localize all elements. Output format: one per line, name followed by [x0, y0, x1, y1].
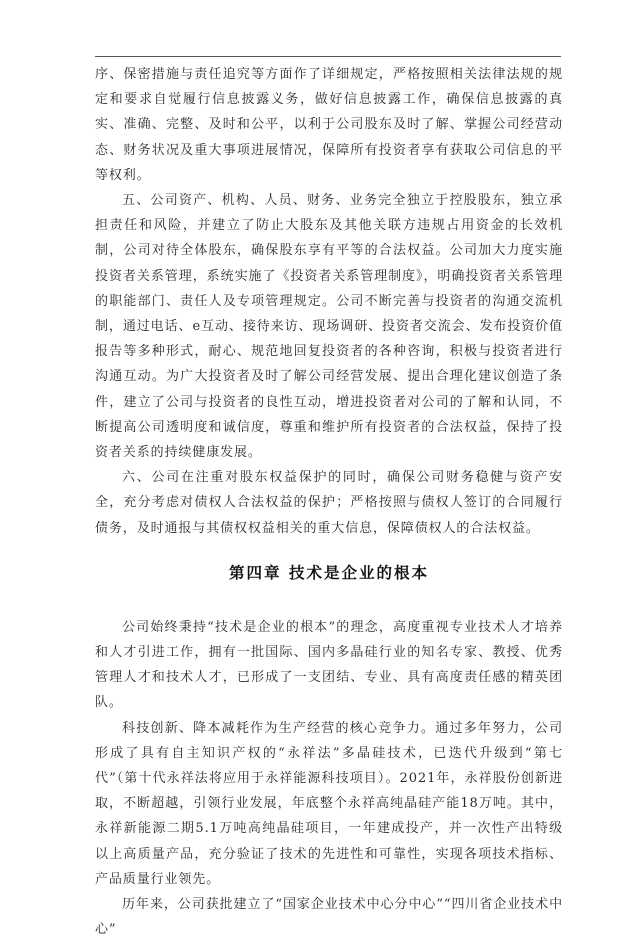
body-paragraph: 六、公司在注重对股东权益保护的同时，确保公司财务稳健与资产安全，充分考虑对债权人合法权益的保护；严格按照与债权人签订的合同履行债务，及时通报与其债权权益相关的重大信息，保障债权人的合法权益。 [95, 470, 563, 536]
body-paragraph: 五、公司资产、机构、人员、财务、业务完全独立于控股股东，独立承担责任和风险，并建立了防止大股东及其他关联方违规占用资金的长效机制，公司对待全体股东，确保股东享有平等的合法权益。公司加大力度实施投资者关系管理，系统实施了《投资者关系管理制度》，明确投资者关系管理的职能部门、责任人及专项管理规定。公司不断完善与投资者的沟通交流机制，通过电话、e互动、接待来访、现场调研、投资者交流会、发布投资价值报告等多种形式，耐心、规范地回复投资者的各种咨询，积极与投资者进行沟通互动。为广大投资者及时了解公司经营发展、提出合理化建议创造了条件，建立了公司与投资者的良性互动，增进投资者对公司的了解和认同，不断提高公司透明度和诚信度，尊重和维护所有投资者的合法权益，保持了投资者关系的持续健康发展。 [95, 193, 563, 461]
header-rule [95, 56, 561, 57]
page-body [95, 62, 563, 943]
chapter-gap [95, 605, 563, 615]
body-paragraph: 序、保密措施与责任追究等方面作了详细规定，严格按照相关法律法规的规定和要求自觉履行信息披露义务，做好信息披露工作，确保信息披露的真实、准确、完整、及时和公平，以利于公司股东及时了解、掌握公司经营动态、财务状况及重大事项进展情况，保障所有投资者享有获取公司信息的平等权利。 [95, 67, 563, 183]
body-paragraph: 历年来，公司获批建立了“国家企业技术中心分中心”“四川省企业技术中心” [95, 897, 563, 938]
body-paragraph: 科技创新、降本减耗作为生产经营的核心竞争力。通过多年努力，公司形成了具有自主知识产权的“永祥法”多晶硅技术，已迭代升级到“第七代”（第十代永祥法将应用于永祥能源科技项目）。2021年，永祥股份创新进取，不断超越，引领行业发展，年底整个永祥高纯晶硅产能18万吨。其中，永祥新能源二期5.1万吨高纯晶硅项目，一年建成投产，并一次性产出特级以上高质量产品，充分验证了技术的先进性和可靠性，实现各项技术指标、产品质量行业领先。 [95, 720, 563, 887]
body-paragraph: 公司始终秉持“技术是企业的根本”的理念，高度重视专业技术人才培养和人才引进工作，拥有一批国际、国内多晶硅行业的知名专家、教授、优秀管理人才和技术人才，已形成了一支团结、专业、具有高度责任感的精英团队。 [95, 619, 563, 711]
chapter-title: 第四章 技术是企业的根本 [229, 563, 429, 582]
